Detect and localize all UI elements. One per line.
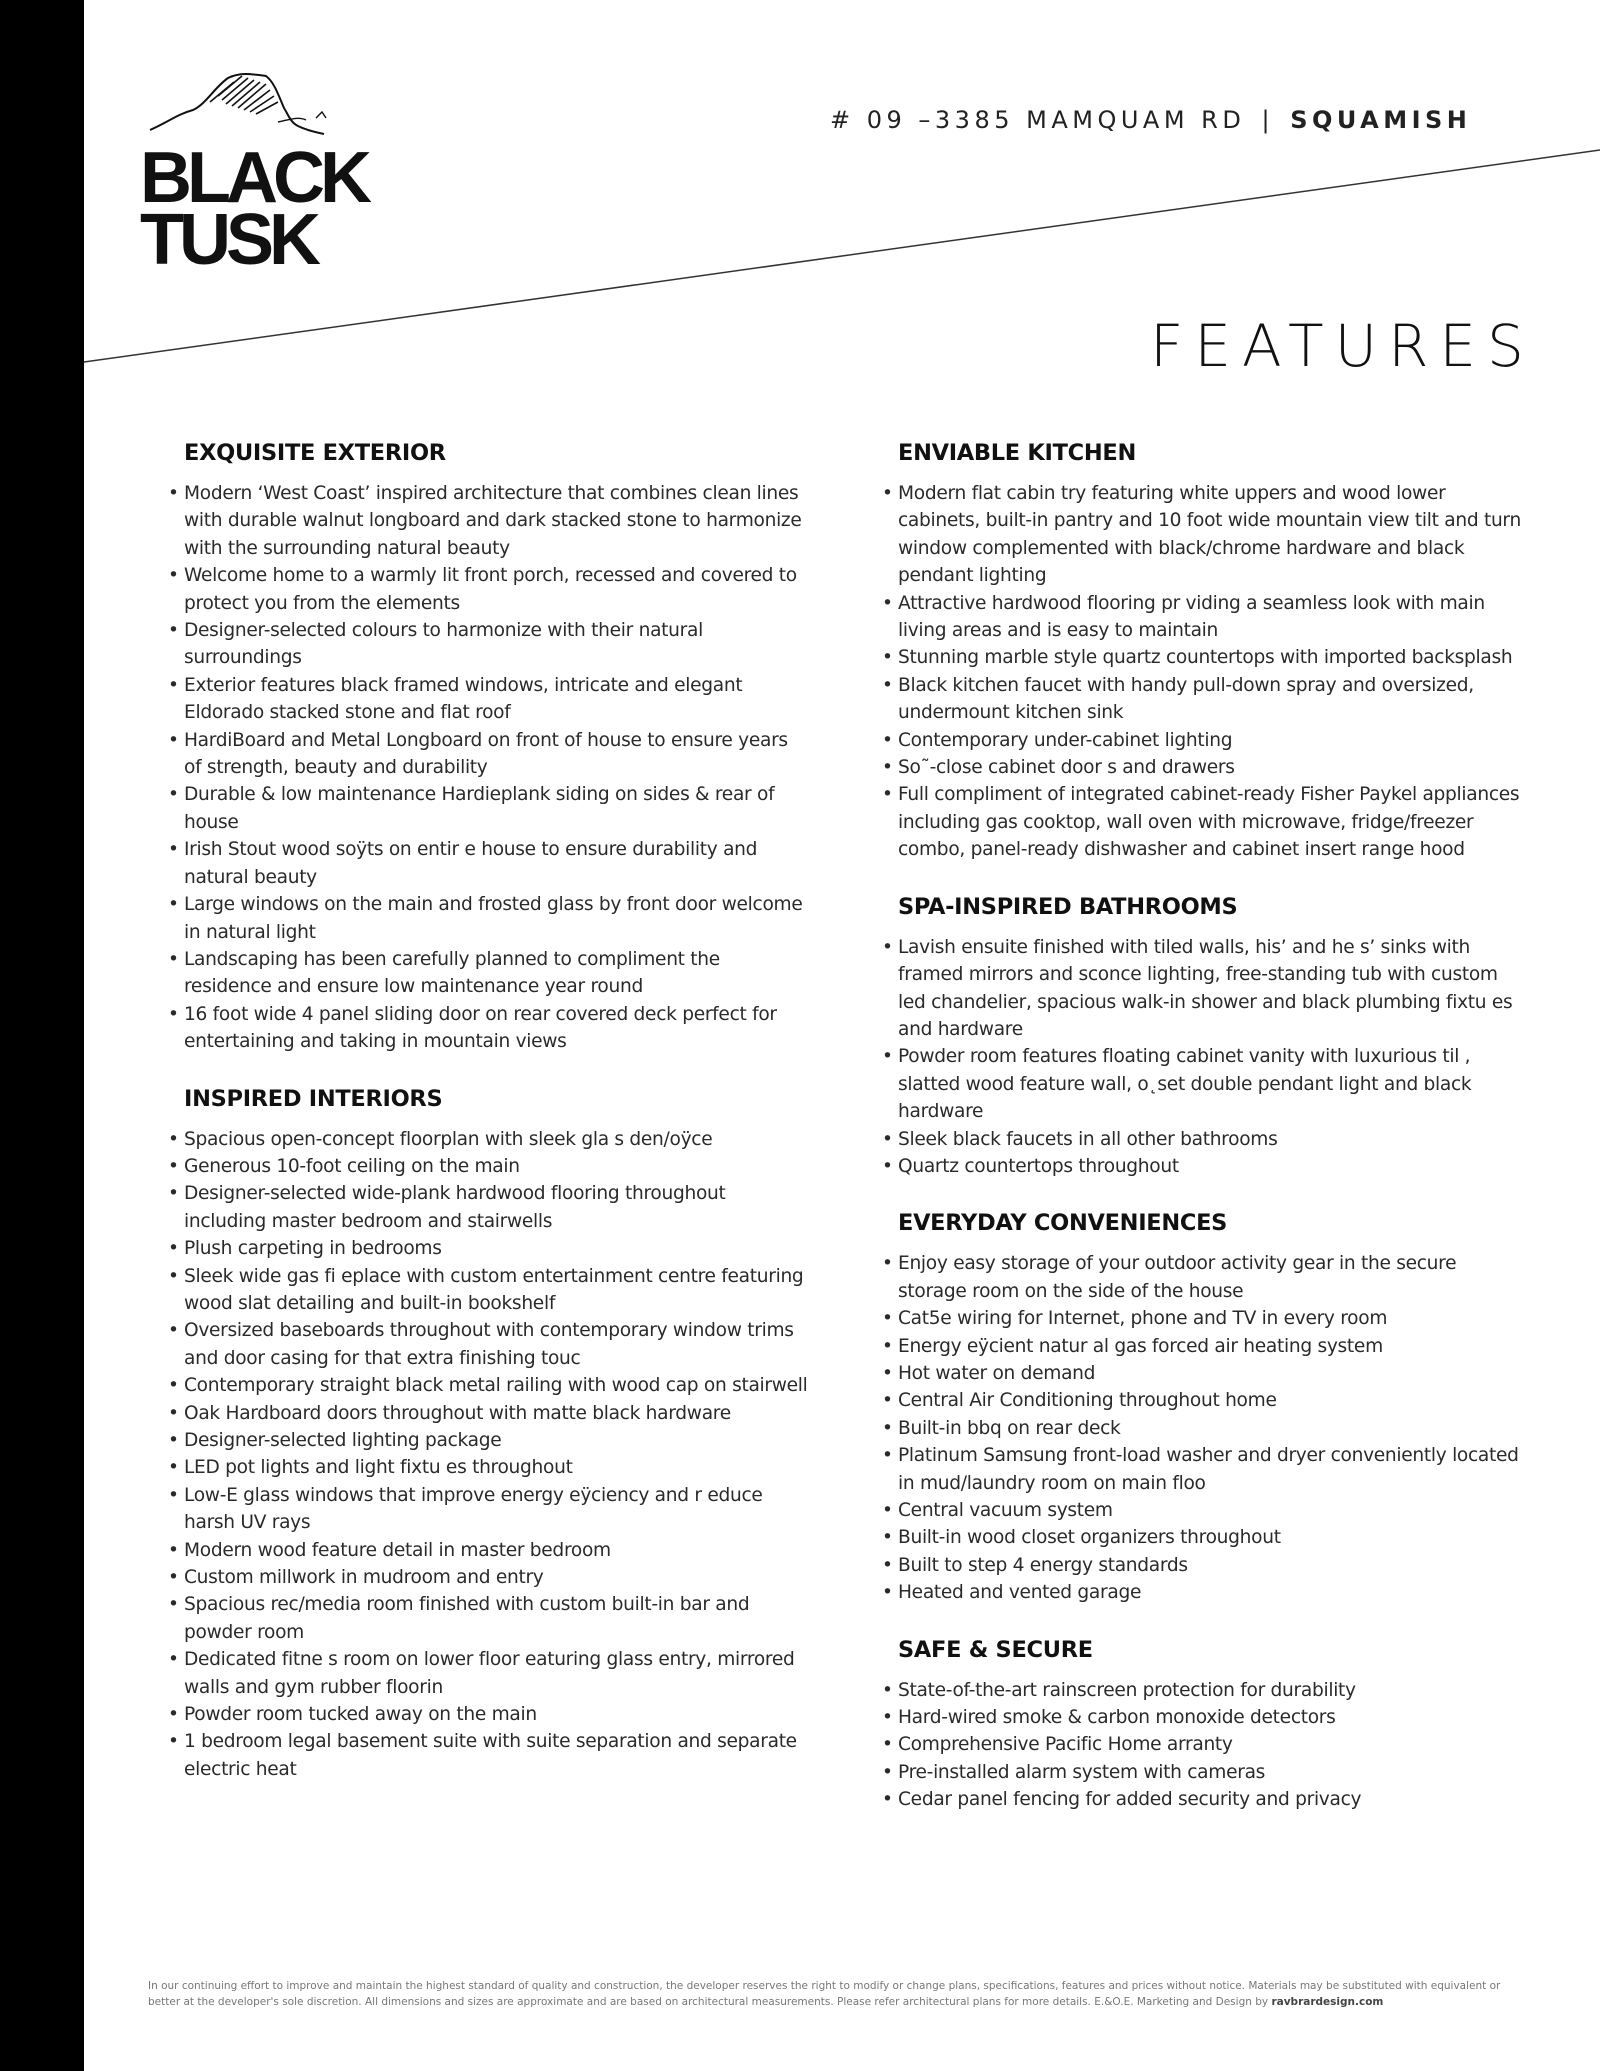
- list-item: • Large windows on the main and frosted glass by front door welcome in natural light: [168, 891, 808, 946]
- list-item: • 1 bedroom legal basement suite with suite separation and separate electric heat: [168, 1728, 808, 1783]
- list-item: • Stunning marble style quartz countertops with imported backsplash: [882, 644, 1522, 671]
- list-item: • Durable & low maintenance Hardieplank siding on sides & rear of house: [168, 781, 808, 836]
- list-item: • Sleek black faucets in all other bathrooms: [882, 1126, 1522, 1153]
- features-column-left: [168, 440, 808, 1813]
- list-item: • Modern flat cabin try featuring white uppers and wood lower cabinets, built-in pantry and 10 foot wide mountain view tilt and turn window complemented with black/chrome hardware and black pendant lighting: [882, 480, 1522, 590]
- list-item: • Spacious open-concept floorplan with sleek gla s den/oÿce: [168, 1126, 808, 1153]
- list-item: • Black kitchen faucet with handy pull-down spray and oversized, undermount kitchen sink: [882, 672, 1522, 727]
- feature-list: [882, 934, 1522, 1181]
- list-item: • Modern ‘West Coast’ inspired architecture that combines clean lines with durable walnut longboard and dark stacked stone to harmonize with the surrounding natural beauty: [168, 480, 808, 562]
- list-item: • Contemporary under-cabinet lighting: [882, 727, 1522, 754]
- list-item: • Modern wood feature detail in master bedroom: [168, 1537, 808, 1564]
- property-address: [830, 106, 1471, 134]
- section-everyday-conveniences: [882, 1210, 1522, 1606]
- list-item: • Landscaping has been carefully planned to compliment the residence and ensure low maintenance year round: [168, 946, 808, 1001]
- list-item: • Contemporary straight black metal railing with wood cap on stairwell: [168, 1372, 808, 1399]
- list-item: • Low-E glass windows that improve energy eÿciency and r educe harsh UV rays: [168, 1482, 808, 1537]
- list-item: • HardiBoard and Metal Longboard on front of house to ensure years of strength, beauty and durability: [168, 727, 808, 782]
- list-item: • Designer-selected lighting package: [168, 1427, 808, 1454]
- list-item: • Exterior features black framed windows, intricate and elegant Eldorado stacked stone and flat roof: [168, 672, 808, 727]
- list-item: • Dedicated fitne s room on lower floor eaturing glass entry, mirrored walls and gym rubber floorin: [168, 1646, 808, 1701]
- legal-disclaimer: [148, 1978, 1508, 2010]
- feature-list: [882, 480, 1522, 864]
- list-item: • Plush carpeting in bedrooms: [168, 1235, 808, 1262]
- page-title: FEATURES: [1150, 312, 1535, 380]
- list-item: • Custom millwork in mudroom and entry: [168, 1564, 808, 1591]
- list-item: • Hot water on demand: [882, 1360, 1522, 1387]
- city-name: SQUAMISH: [1290, 106, 1472, 134]
- list-item: • Enjoy easy storage of your outdoor activity gear in the secure storage room on the side of the house: [882, 1250, 1522, 1305]
- list-item: • Cat5e wiring for Internet, phone and TV in every room: [882, 1305, 1522, 1332]
- list-item: • LED pot lights and light fixtu es throughout: [168, 1454, 808, 1481]
- list-item: • Oak Hardboard doors throughout with matte black hardware: [168, 1400, 808, 1427]
- section-exquisite-exterior: [168, 440, 808, 1056]
- list-item: • Attractive hardwood flooring pr viding a seamless look with main living areas and is easy to maintain: [882, 590, 1522, 645]
- list-item: • Built-in bbq on rear deck: [882, 1415, 1522, 1442]
- design-credit: ravbrardesign.com: [1271, 1996, 1384, 2008]
- list-item: • So˜-close cabinet door s and drawers: [882, 754, 1522, 781]
- section-title: SAFE & SECURE: [898, 1636, 1093, 1663]
- list-item: • Quartz countertops throughout: [882, 1153, 1522, 1180]
- black-tusk-logo: [140, 70, 380, 280]
- list-item: • Hard-wired smoke & carbon monoxide detectors: [882, 1704, 1522, 1731]
- section-title: INSPIRED INTERIORS: [184, 1085, 443, 1112]
- disclaimer-text: In our continuing effort to improve and maintain the highest standard of quality and construction, the developer reserves the right to modify or change plans, specifications, features and prices without notice. Materials may be substituted with equivalent or better at the developer's sole discretion. All dimensions and sizes are approximate and are based on architectural measurements. Please refer architectural plans for more details. E.&O.E. Marketing and Design by: [148, 1980, 1501, 2008]
- section-spa-inspired-bathrooms: [882, 894, 1522, 1181]
- list-item: • Powder room tucked away on the main: [168, 1701, 808, 1728]
- address-separator: |: [1261, 106, 1275, 134]
- section-safe-and-secure: [882, 1637, 1522, 1814]
- section-title: EXQUISITE EXTERIOR: [184, 440, 446, 466]
- list-item: • Built to step 4 energy standards: [882, 1552, 1522, 1579]
- list-item: • Designer-selected colours to harmonize with their natural surroundings: [168, 617, 808, 672]
- list-item: • Generous 10-foot ceiling on the main: [168, 1153, 808, 1180]
- list-item: • Cedar panel fencing for added security and privacy: [882, 1786, 1522, 1813]
- list-item: • Sleek wide gas fi eplace with custom entertainment centre featuring wood slat detailing and built-in bookshelf: [168, 1263, 808, 1318]
- list-item: • Built-in wood closet organizers throughout: [882, 1524, 1522, 1551]
- feature-list: [168, 480, 808, 1056]
- list-item: • Powder room features floating cabinet vanity with luxurious til , slatted wood feature wall, o˛set double pendant light and black hardware: [882, 1043, 1522, 1125]
- list-item: • Designer-selected wide-plank hardwood flooring throughout including master bedroom and stairwells: [168, 1180, 808, 1235]
- logo-text-black: BLACK: [140, 138, 367, 218]
- list-item: • Welcome home to a warmly lit front porch, recessed and covered to protect you from the elements: [168, 562, 808, 617]
- list-item: • Central Air Conditioning throughout home: [882, 1387, 1522, 1414]
- section-title: ENVIABLE KITCHEN: [898, 440, 1136, 466]
- feature-list: [882, 1250, 1522, 1606]
- list-item: • Platinum Samsung front-load washer and dryer conveniently located in mud/laundry room on main floo: [882, 1442, 1522, 1497]
- list-item: • 16 foot wide 4 panel sliding door on rear covered deck perfect for entertaining and taking in mountain views: [168, 1001, 808, 1056]
- features-column-right: [882, 440, 1522, 1844]
- section-inspired-interiors: [168, 1086, 808, 1784]
- list-item: • Pre-installed alarm system with cameras: [882, 1759, 1522, 1786]
- list-item: • Heated and vented garage: [882, 1579, 1522, 1606]
- list-item: • Full compliment of integrated cabinet-ready Fisher Paykel appliances including gas cooktop, wall oven with microwave, fridge/freezer combo, panel-ready dishwasher and cabinet insert range hood: [882, 781, 1522, 863]
- list-item: • Central vacuum system: [882, 1497, 1522, 1524]
- section-enviable-kitchen: [882, 440, 1522, 864]
- list-item: • Oversized baseboards throughout with contemporary window trims and door casing for that extra finishing touc: [168, 1317, 808, 1372]
- list-item: • Spacious rec/media room finished with custom built-in bar and powder room: [168, 1591, 808, 1646]
- feature-list: [168, 1126, 808, 1784]
- logo-text-tusk: TUSK: [140, 200, 316, 280]
- section-title: EVERYDAY CONVENIENCES: [898, 1210, 1228, 1237]
- list-item: • Comprehensive Pacific Home arranty: [882, 1731, 1522, 1758]
- feature-list: [882, 1677, 1522, 1814]
- list-item: • Energy eÿcient natur al gas forced air heating system: [882, 1333, 1522, 1360]
- list-item: • State-of-the-art rainscreen protection for durability: [882, 1677, 1522, 1704]
- list-item: • Lavish ensuite finished with tiled walls, his’ and he s’ sinks with framed mirrors and sconce lighting, free-standing tub with custom led chandelier, spacious walk-in shower and black plumbing fixtu es and hardware: [882, 934, 1522, 1044]
- list-item: • Irish Stout wood soÿts on entir e house to ensure durability and natural beauty: [168, 836, 808, 891]
- street-address: # 09 –3385 MAMQUAM RD: [830, 106, 1246, 134]
- section-title: SPA-INSPIRED BATHROOMS: [898, 893, 1238, 920]
